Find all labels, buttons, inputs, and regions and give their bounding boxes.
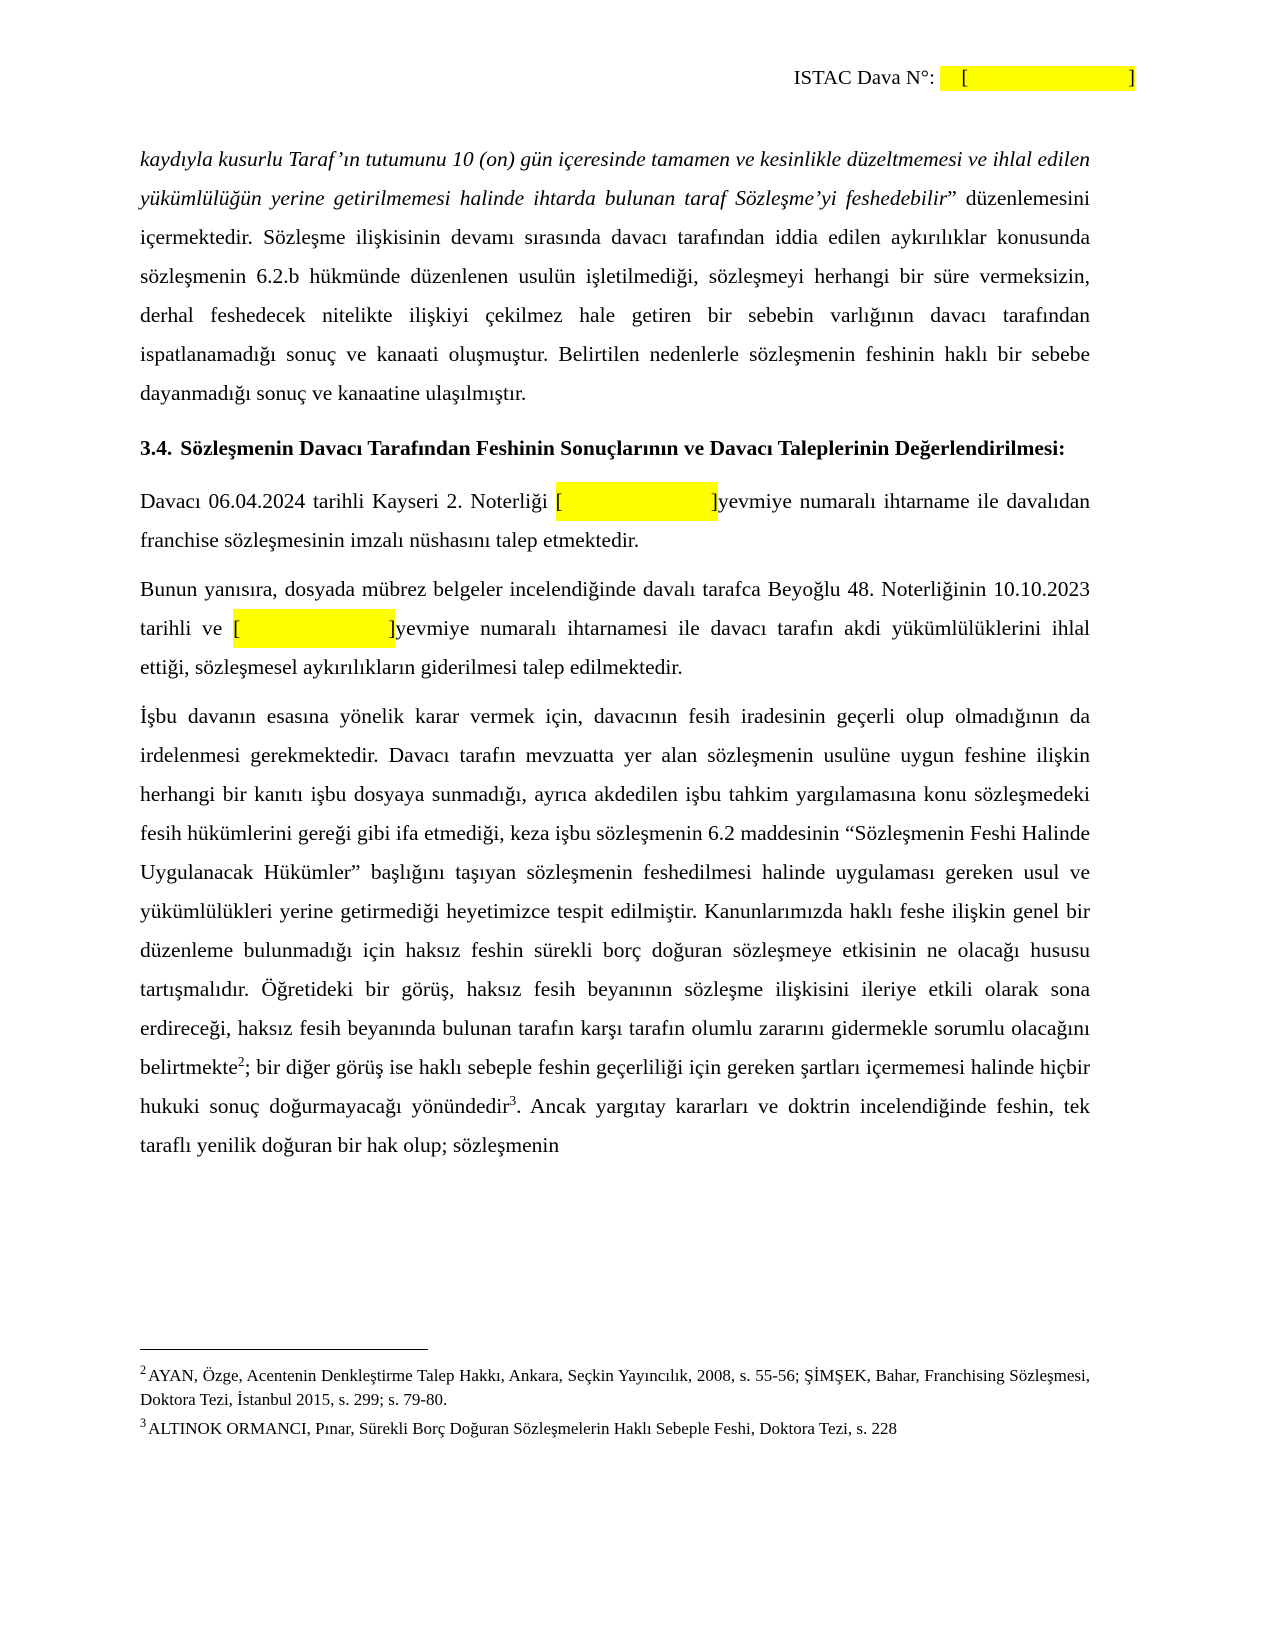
footnote-ref-3[interactable]: 3 (509, 1092, 517, 1108)
footnote-separator-rule (140, 1349, 428, 1350)
redaction-open-bracket: [ (961, 67, 969, 89)
yevmiye-number-redaction-2 (233, 609, 395, 648)
paragraph-3-before: Bunun yanısıra, dosyada mübrez belgeler incelendiğinde davalı tarafca Beyoğlu 48. Noterliğinin 10.10.2023 tarihli ve (140, 577, 1090, 640)
paragraph-2-before: Davacı 06.04.2024 tarihli Kayseri 2. Noterliği (140, 489, 548, 513)
case-number-label: ISTAC Dava N°: (793, 67, 935, 89)
footnote-item (140, 1364, 1090, 1412)
yevmiye-number-redaction-1 (556, 482, 718, 521)
section-number: 3.4. (140, 436, 173, 460)
paragraph-quote-and-analysis (140, 140, 1090, 413)
section-heading-3-4 (140, 429, 1090, 468)
paragraph-4-part-1: İşbu davanın esasına yönelik karar vermek için, davacının fesih iradesinin geçerli olup olmadığının da irdelenmesi gerekmektedir. Davacı tarafın mevzuatta yer alan sözleşmenin usulüne uygun feshine ilişkin herhangi bir kanıtı işbu dosyaya sunmadığı, ayrıca akdedilen işbu tahkim yargılamasına konu sözleşmedeki fesih hükümlerini gereği gibi ifa etmediği, keza işbu sözleşmenin 6.2 maddesinin “Sözleşmenin Feshi Halinde Uygulanacak Hükümler” başlığını taşıyan sözleşmenin feshedilmesi halinde uygulaması gereken usul ve yükümlülükleri yerine getirmediği heyetimizce tespit edilmiştir. Kanunlarımızda haklı feshe ilişkin genel bir düzenleme bulunmadığı için haksız feshin sürekli borç doğuran sözleşmeye etkisinin ne olacağı hususu tartışmalıdır. Öğretideki bir görüş, haksız fesih beyanının sözleşme ilişkisini ileriye etkili olarak sona erdireceği, haksız fesih beyanında bulunan tarafın karşı tarafın olumlu zararını gidermekle sorumlu olacağını belirtmekte (140, 704, 1090, 1079)
document-body (140, 140, 1090, 1175)
redaction-close-bracket: ] (388, 616, 396, 640)
redaction-close-bracket: ] (1128, 67, 1135, 89)
redaction-close-bracket: ] (710, 489, 718, 513)
footnote-marker: 2 (140, 1363, 147, 1378)
case-number-redaction (940, 66, 1135, 91)
paragraph-merits-analysis (140, 697, 1090, 1165)
footnote-text: ALTINOK ORMANCI, Pınar, Sürekli Borç Doğuran Sözleşmelerin Haklı Sebeple Feshi, Doktora Tezi, s. 228 (148, 1419, 897, 1438)
paragraph-4-part-3: . Ancak yargıtay kararları ve doktrin incelendiğinde feshin, tek taraflı yenilik doğuran bir hak olup; sözleşmenin (140, 1094, 1090, 1157)
paragraph-4-part-2: ; bir diğer görüş ise haklı sebeple feshin geçerliliği için gereken şartları içermemesi halinde hiçbir hukuki sonuç doğurmayacağı yönündedir (140, 1055, 1090, 1118)
footnote-item (140, 1417, 1090, 1441)
footnote-ref-2[interactable]: 2 (237, 1053, 245, 1069)
paragraph-notice-2 (140, 570, 1090, 687)
paragraph-2-after: yevmiye numaralı ihtarname ile davalıdan franchise sözleşmesinin imzalı nüshasını talep etmektedir. (140, 489, 1090, 552)
paragraph-1-remainder: ” düzenlemesini içermektedir. Sözleşme ilişkisinin devamı sırasında davacı tarafından iddia edilen aykırılıklar konusunda sözleşmenin 6.2.b hükmünde düzenlenen usulün işletilmediği, sözleşmeyi herhangi bir süre vermeksizin, derhal feshedecek nitelikte ilişkiyi çekilmez hale getiren bir sebebin varlığının davacı tarafından ispatlanamadığı sonuç ve kanaati oluşmuştur. Belirtilen nedenlerle sözleşmenin feshinin haklı bir sebebe dayanmadığı sonuç ve kanaatine ulaşılmıştır. (140, 186, 1090, 405)
page-header (140, 66, 1135, 91)
redaction-open-bracket: [ (555, 489, 563, 513)
section-title: Sözleşmenin Davacı Tarafından Feshinin Sonuçlarının ve Davacı Taleplerinin Değerlendirilmesi: (180, 436, 1066, 460)
redaction-open-bracket: [ (233, 616, 241, 640)
quoted-contract-text: kaydıyla kusurlu Taraf’ın tutumunu 10 (on) gün içeresinde tamamen ve kesinlikle düzeltmemesi ve ihlal edilen yükümlülüğün yerine getirilmemesi halinde ihtarda bulunan taraf Sözleşme’yi feshedebilir (140, 147, 1090, 210)
paragraph-3-after: yevmiye numaralı ihtarnamesi ile davacı tarafın akdi yükümlülüklerini ihlal ettiği, sözleşmesel aykırılıkların giderilmesi talep edilmektedir. (140, 616, 1091, 679)
footnote-area (140, 1349, 1090, 1441)
paragraph-notice-1 (140, 482, 1090, 560)
footnote-marker: 3 (140, 1416, 147, 1431)
footnote-text: AYAN, Özge, Acentenin Denkleştirme Talep Hakkı, Ankara, Seçkin Yayıncılık, 2008, s. 55-56; ŞİMŞEK, Bahar, Franchising Sözleşmesi, Doktora Tezi, İstanbul 2015, s. 299; s. 79-80. (140, 1366, 1090, 1409)
